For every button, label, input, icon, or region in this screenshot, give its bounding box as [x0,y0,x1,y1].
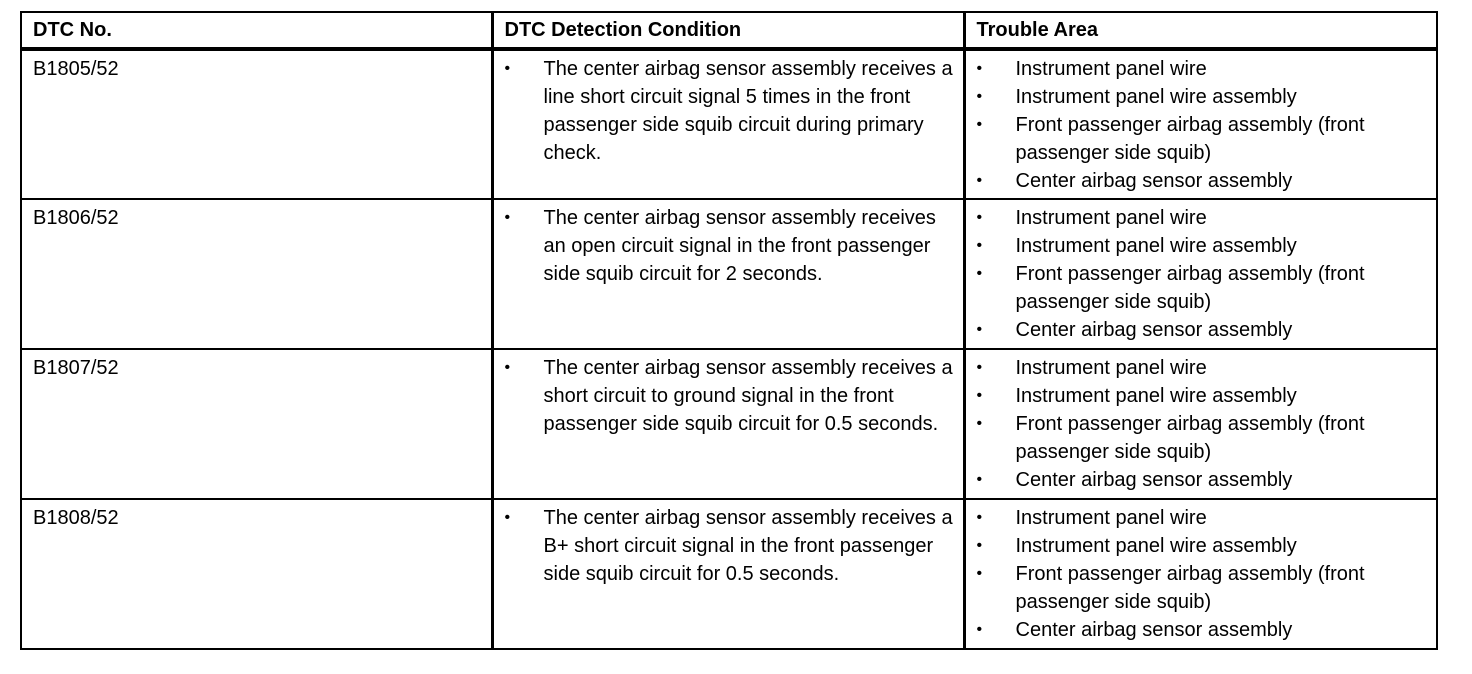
trouble-area-text: Instrument panel wire assembly [1015,235,1297,257]
condition-text: The center airbag sensor assembly receives an open circuit signal in the front passenger side squib circuit for 2 seconds. [543,207,936,285]
bullet-icon: • [976,60,983,77]
bullet-icon: • [976,537,983,554]
trouble-area-cell [964,499,1437,649]
list-item [977,316,1429,344]
dtc-table [20,11,1438,650]
bullet-icon: • [976,172,983,189]
list-item [977,382,1429,410]
condition-cell [492,499,964,649]
trouble-area-text: Instrument panel wire [1015,207,1207,229]
trouble-area-list [977,204,1429,344]
condition-text: The center airbag sensor assembly receives a line short circuit signal 5 times in the front passenger side squib circuit during primary check. [543,58,953,164]
condition-text: The center airbag sensor assembly receives a short circuit to ground signal in the front passenger side squib circuit for 0.5 seconds. [543,357,953,435]
bullet-icon: • [976,621,983,638]
list-item [977,260,1429,316]
condition-cell [492,49,964,199]
table-row [21,199,1437,349]
trouble-area-text: Instrument panel wire assembly [1015,385,1297,407]
trouble-area-text: Center airbag sensor assembly [1015,170,1293,192]
header-row [21,12,1437,49]
bullet-icon: • [504,209,511,226]
trouble-area-text: Front passenger airbag assembly (front passenger side squib) [1015,114,1365,164]
condition-item [505,504,955,588]
trouble-area-text: Front passenger airbag assembly (front passenger side squib) [1015,563,1365,613]
trouble-area-text: Front passenger airbag assembly (front passenger side squib) [1015,263,1365,313]
list-item [977,532,1429,560]
list-item [977,466,1429,494]
bullet-icon: • [976,471,983,488]
condition-item [505,204,955,288]
trouble-area-text: Center airbag sensor assembly [1015,469,1293,491]
trouble-area-text: Front passenger airbag assembly (front passenger side squib) [1015,413,1365,463]
list-item [977,232,1429,260]
trouble-area-cell [964,199,1437,349]
list-item [977,410,1429,466]
list-item [977,616,1429,644]
condition-text: The center airbag sensor assembly receives a B+ short circuit signal in the front passenger side squib circuit for 0.5 seconds. [543,507,953,585]
trouble-area-text: Instrument panel wire assembly [1015,535,1297,557]
condition-item [505,354,955,438]
trouble-area-cell [964,349,1437,499]
condition-list [505,354,955,438]
trouble-area-text: Instrument panel wire [1015,357,1207,379]
dtc-code-cell: B1807/52 [21,349,492,499]
trouble-area-text: Instrument panel wire [1015,58,1207,80]
bullet-icon: • [504,359,511,376]
trouble-area-list [977,354,1429,494]
table-row [21,49,1437,199]
bullet-icon: • [976,88,983,105]
header-trouble-area: Trouble Area [964,12,1437,49]
list-item [977,354,1429,382]
list-item [977,83,1429,111]
dtc-code-cell: B1808/52 [21,499,492,649]
bullet-icon: • [976,387,983,404]
list-item [977,55,1429,83]
trouble-area-text: Instrument panel wire assembly [1015,86,1297,108]
bullet-icon: • [976,415,983,432]
bullet-icon: • [976,359,983,376]
bullet-icon: • [976,321,983,338]
trouble-area-list [977,55,1429,195]
trouble-area-list [977,504,1429,644]
bullet-icon: • [976,209,983,226]
bullet-icon: • [976,237,983,254]
bullet-icon: • [504,509,511,526]
condition-cell [492,349,964,499]
dtc-code-cell: B1806/52 [21,199,492,349]
list-item [977,111,1429,167]
trouble-area-text: Center airbag sensor assembly [1015,319,1293,341]
bullet-icon: • [976,116,983,133]
list-item [977,560,1429,616]
bullet-icon: • [504,60,511,77]
list-item [977,204,1429,232]
condition-list [505,204,955,288]
table-row [21,499,1437,649]
table-row [21,349,1437,499]
condition-list [505,55,955,167]
condition-cell [492,199,964,349]
header-detection-condition: DTC Detection Condition [492,12,964,49]
header-dtc-no: DTC No. [21,12,492,49]
trouble-area-cell [964,49,1437,199]
condition-list [505,504,955,588]
trouble-area-text: Instrument panel wire [1015,507,1207,529]
condition-item [505,55,955,167]
list-item [977,504,1429,532]
bullet-icon: • [976,509,983,526]
bullet-icon: • [976,265,983,282]
trouble-area-text: Center airbag sensor assembly [1015,619,1293,641]
list-item [977,167,1429,195]
bullet-icon: • [976,565,983,582]
dtc-code-cell: B1805/52 [21,49,492,199]
